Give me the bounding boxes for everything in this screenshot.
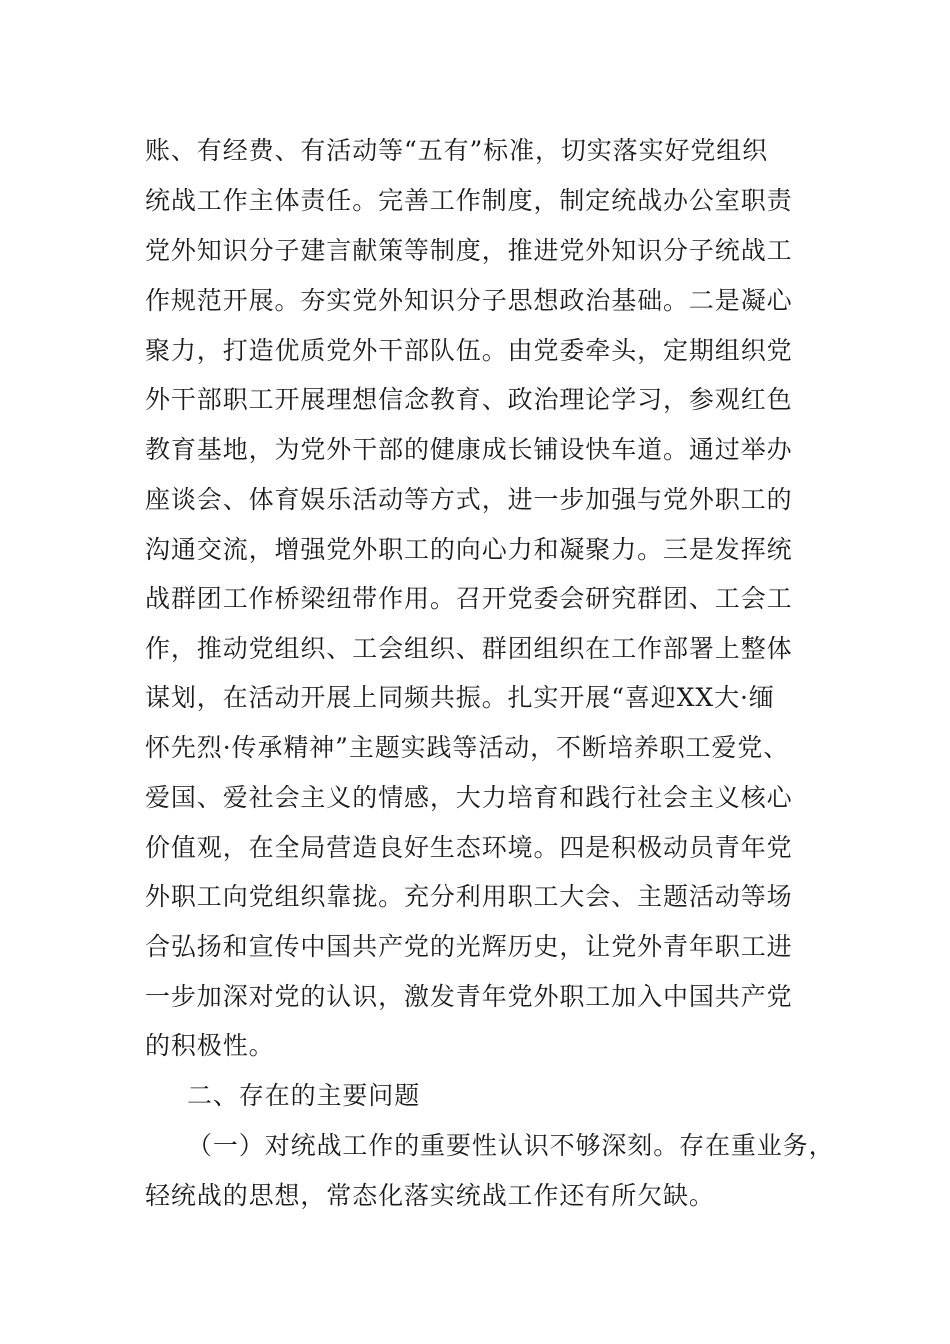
body-text-line: 战群团工作桥梁纽带作用。召开党委会研究群团、工会工 [145, 584, 793, 613]
body-text-line: 合弘扬和宣传中国共产党的光辉历史，让党外青年职工进 [145, 932, 793, 961]
body-text-line: 党外知识分子建言献策等制度，推进党外知识分子统战工 [145, 236, 793, 265]
body-text-line: 作，推动党组织、工会组织、群团组织在工作部署上整体 [145, 634, 793, 663]
body-text-line: 外职工向党组织靠拢。充分利用职工大会、主题活动等场 [145, 882, 793, 911]
section-heading: 二、存在的主要问题 [187, 1081, 421, 1110]
body-text-line: 价值观，在全局营造良好生态环境。四是积极动员青年党 [145, 833, 793, 862]
body-text-line: 聚力，打造优质党外干部队伍。由党委牵头，定期组织党 [145, 336, 793, 365]
subsection-text-line: 轻统战的思想，常态化落实统战工作还有所欠缺。 [145, 1181, 715, 1210]
body-text-line: 座谈会、体育娱乐活动等方式，进一步加强与党外职工的 [145, 485, 793, 514]
body-text-line: 作规范开展。夯实党外知识分子思想政治基础。二是凝心 [145, 286, 793, 315]
body-text-line: 统战工作主体责任。完善工作制度，制定统战办公室职责 [145, 186, 793, 215]
body-text-line: 爱国、爱社会主义的情感，大力培育和践行社会主义核心 [145, 783, 793, 812]
body-text-line: 谋划，在活动开展上同频共振。扎实开展“喜迎XX大·缅 [145, 683, 775, 712]
body-text-line: 一步加深对党的认识，激发青年党外职工加入中国共产党 [145, 982, 793, 1011]
body-text-line: 外干部职工开展理想信念教育、政治理论学习，参观红色 [145, 385, 793, 414]
body-text-line: 教育基地，为党外干部的健康成长铺设快车道。通过举办 [145, 435, 793, 464]
body-text-line: 怀先烈·传承精神”主题实践等活动，不断培养职工爱党、 [145, 733, 790, 762]
body-text-line: 的积极性。 [145, 1031, 275, 1060]
subsection-text-line: （一）对统战工作的重要性认识不够深刻。存在重业务， [187, 1131, 835, 1160]
body-text-line: 账、有经费、有活动等“五有”标准，切实落实好党组织 [145, 136, 769, 165]
body-text-line: 沟通交流，增强党外职工的向心力和凝聚力。三是发挥统 [145, 535, 793, 564]
